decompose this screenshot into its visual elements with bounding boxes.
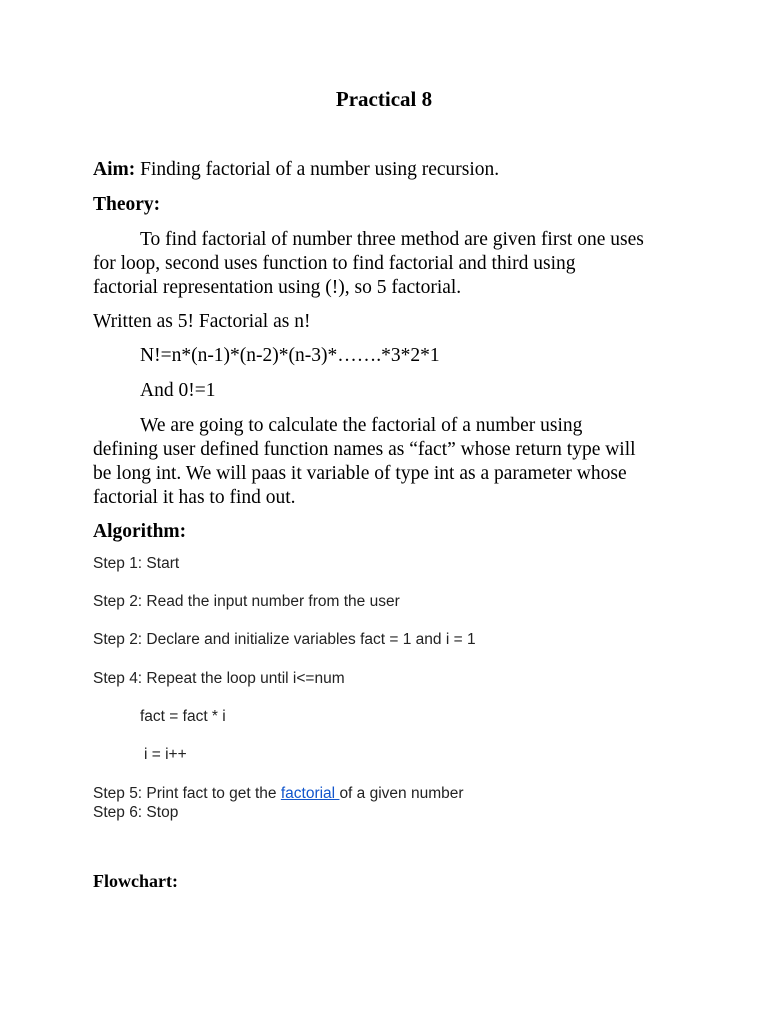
step-5-text-before: Step 5: Print fact to get the <box>93 785 281 802</box>
aim-label: Aim: <box>93 159 136 180</box>
aim-text: Finding factorial of a number using recursion. <box>135 159 500 180</box>
algorithm-step-1: Step 1: Start <box>93 555 180 572</box>
theory-para2-line3: be long int. We will paas it variable of type int as a parameter whose <box>93 463 627 484</box>
theory-formula: N!=n*(n-1)*(n-2)*(n-3)*…….*3*2*1 <box>140 345 440 366</box>
page-title: Practical 8 <box>335 87 433 111</box>
algorithm-heading: Algorithm: <box>93 521 187 542</box>
aim-line <box>93 158 499 182</box>
algorithm-step-6: Step 6: Stop <box>93 804 179 821</box>
algorithm-step-2-declare: Step 2: Declare and initialize variables fact = 1 and i = 1 <box>93 631 476 648</box>
theory-para2-line4: factorial it has to find out. <box>93 487 296 508</box>
theory-para1-line3: factorial representation using (!), so 5 factorial. <box>93 277 462 298</box>
factorial-link[interactable]: factorial <box>280 785 340 802</box>
step-5-text-after: of a given number <box>339 785 464 802</box>
theory-heading: Theory: <box>93 194 161 215</box>
theory-para1-line2: for loop, second uses function to find factorial and third using <box>93 253 576 274</box>
theory-written: Written as 5! Factorial as n! <box>93 311 311 332</box>
algorithm-step-2-read: Step 2: Read the input number from the user <box>93 593 400 610</box>
theory-para1-line1: To find factorial of number three method are given first one uses <box>140 229 644 250</box>
algorithm-step-5 <box>93 785 464 803</box>
algorithm-sub-increment: i = i++ <box>144 746 187 763</box>
theory-para2-line2: defining user defined function names as “fact” whose return type will <box>93 439 636 460</box>
flowchart-heading: Flowchart: <box>93 871 178 891</box>
theory-zero-factorial: And 0!=1 <box>140 380 216 401</box>
theory-para2-line1: We are going to calculate the factorial of a number using <box>140 415 583 436</box>
algorithm-sub-fact: fact = fact * i <box>140 708 226 725</box>
algorithm-step-4: Step 4: Repeat the loop until i<=num <box>93 670 345 687</box>
